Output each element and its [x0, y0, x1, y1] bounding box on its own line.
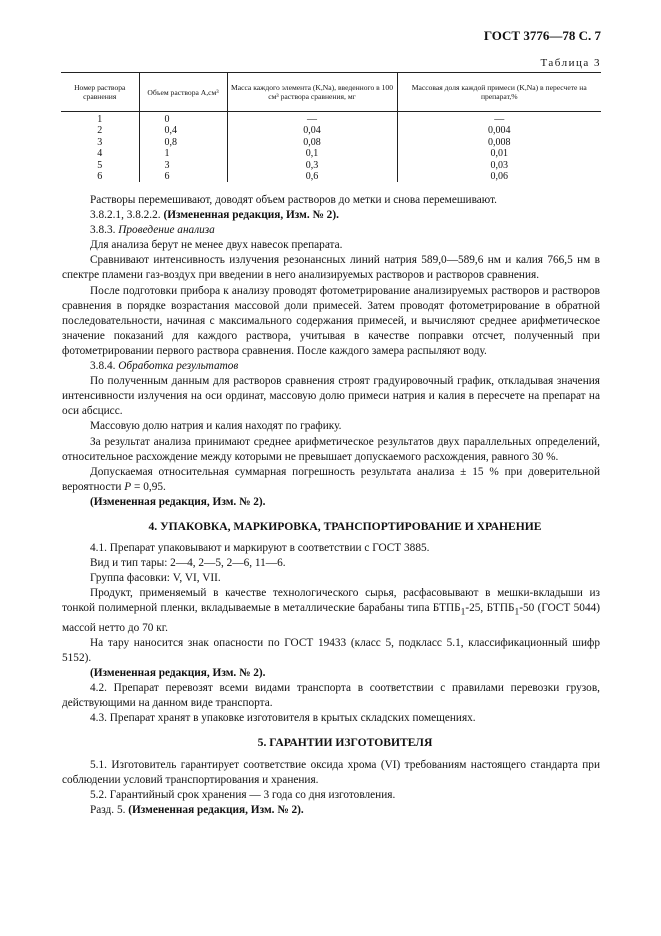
paragraph: Для анализа берут не менее двух навесок препарата.	[90, 239, 343, 252]
paragraph-text: -50 (ГОСТ 5044) массой нетто до 70 кг.	[62, 602, 601, 634]
table-cell: 0,6	[227, 171, 397, 182]
paragraph	[62, 465, 600, 495]
paragraph	[62, 586, 600, 636]
paragraph: Растворы перемешивают, доводят объем растворов до метки и снова перемешивают.	[90, 194, 497, 206]
amendment-note: (Измененная редакция, Изм. № 2).	[90, 667, 266, 680]
paragraph-text: -25, БТПБ	[465, 602, 515, 615]
subscript: 1	[460, 607, 466, 618]
section-4-heading: 4. УПАКОВКА, МАРКИРОВКА, ТРАНСПОРТИРОВАНИЕ И ХРАНЕНИЕ	[148, 519, 542, 533]
table-row	[61, 137, 601, 148]
table-cell: 0,4	[139, 125, 227, 136]
table-row	[61, 171, 601, 182]
table-cell: 1	[97, 114, 103, 125]
amendment-note: (Измененная редакция, Изм. № 2).	[128, 803, 304, 816]
body-text	[62, 193, 601, 818]
amendment-note: (Измененная редакция, Изм. № 2).	[90, 495, 266, 508]
paragraph: 5.1. Изготовитель гарантирует соответствие оксида хрома (VI) требованиям настоящего стандарта при соблюдении условий транспортирования и хранения.	[62, 758, 600, 786]
paragraph-text: = 0,95.	[131, 480, 166, 493]
variable-p: P	[124, 480, 132, 493]
reference-solutions-table	[61, 72, 601, 182]
table-cell: 0,04	[227, 125, 397, 136]
subscript: 1	[514, 607, 520, 618]
table-cell: 6	[97, 171, 103, 183]
table-cell: 4	[97, 148, 103, 160]
table-cell: 1	[139, 148, 227, 159]
table-caption: Таблица 3	[540, 57, 601, 69]
paragraph: По полученным данным для растворов сравнения строят градуировочный график, откладывая значения интенсивности излучения на оси ординат, массовую долю примеси натрия и калия в пересчете на препарат на оси абсцисс.	[62, 375, 600, 418]
clause-number: 3.8.4.	[90, 360, 119, 373]
table-header-cell: Масса каждого элемента (K,Na), введенного в 100 см³ раствора сравнения, мг	[227, 73, 397, 112]
paragraph: Сравнивают интенсивность излучения резонансных линий натрия 589,0—589,6 нм и калия 766,5 нм в спектре пламени газ-воздух при введении в него анализируемых растворов и растворов сравнения.	[62, 254, 600, 282]
table-header-cell: Массовая доля каждой примеси (K,Na) в пересчете на препарат,%	[397, 73, 601, 112]
table-row	[61, 148, 601, 159]
clause-number: 3.8.3.	[90, 224, 119, 237]
section-5-heading: 5. ГАРАНТИИ ИЗГОТОВИТЕЛЯ	[257, 736, 433, 750]
paragraph	[90, 208, 600, 223]
subsection-heading	[90, 223, 600, 238]
subsection-title: Обработка результатов	[118, 360, 239, 373]
table-header-cell: Объем раствора А,см³	[139, 73, 227, 112]
table-header-row	[61, 73, 601, 112]
paragraph: 4.3. Препарат хранят в упаковке изготовителя в крытых складских помещениях.	[90, 712, 476, 725]
table-cell: 0,06	[397, 171, 601, 182]
table-cell: 0,3	[227, 160, 397, 171]
table-cell: 0,03	[397, 160, 601, 171]
amendment-note: (Измененная редакция, Изм. № 2).	[163, 209, 339, 222]
subsection-heading	[90, 359, 600, 374]
paragraph: 4.2. Препарат перевозят всеми видами транспорта в соответствии с правилами перевозки грузов, действующими на данном виде транспорта.	[62, 682, 600, 710]
paragraph: После подготовки прибора к анализу проводят фотометрирование анализируемых растворов и растворов сравнения в порядке возрастания массовой доли примесей. Затем проводят фотометрирование в обратной последовательности, начиная с максимального содержания примесей, и вычисляют среднее арифметическое значение показаний для каждого раствора, учитывая в качестве поправки отсчет, полученный при фотометрировании первого раствора сравнения. После каждого замера распыляют воду.	[62, 284, 600, 357]
table-cell: 0,004	[397, 125, 601, 136]
table-cell: 0,08	[227, 137, 397, 148]
table-cell: 3	[139, 160, 227, 171]
table-cell: 6	[139, 171, 227, 182]
clause-number: 3.8.2.1, 3.8.2.2.	[90, 209, 164, 222]
table-row	[61, 125, 601, 136]
subsection-title: Проведение анализа	[118, 224, 215, 237]
table-cell: —	[227, 112, 397, 126]
paragraph: 5.2. Гарантийный срок хранения — 3 года со дня изготовления.	[90, 788, 396, 801]
table-cell: 0,01	[397, 148, 601, 159]
table-row	[61, 112, 601, 126]
table-cell: 5	[97, 159, 103, 171]
clause-number: Разд. 5.	[90, 803, 129, 816]
paragraph: Массовую долю натрия и калия находят по графику.	[90, 420, 342, 433]
paragraph-text: Продукт, применяемый в качестве технологического сырья, расфасовывают в мешки-вкладыши из тонкой полимерной пленки, вкладываемые в металлические барабаны типа БТПБ	[62, 587, 600, 615]
table-cell: 0,8	[139, 137, 227, 148]
page-header: ГОСТ 3776—78 С. 7	[483, 28, 601, 43]
table-cell: —	[397, 112, 601, 126]
table-cell: 0,008	[397, 137, 601, 148]
paragraph: На тару наносится знак опасности по ГОСТ 19433 (класс 5, подкласс 5.1, классификационный шифр 5152).	[62, 636, 600, 664]
table-row	[61, 160, 601, 171]
table-cell: 3	[97, 136, 103, 148]
table-cell: 0	[139, 112, 227, 126]
paragraph-text: Допускаемая относительная суммарная погрешность результата анализа ± 15 % при доверительной вероятности	[62, 465, 600, 493]
table-cell: 2	[97, 125, 103, 137]
paragraph	[90, 803, 600, 818]
paragraph: 4.1. Препарат упаковывают и маркируют в соответствии с ГОСТ 3885.	[90, 542, 430, 555]
paragraph: Вид и тип тары: 2—4, 2—5, 2—6, 11—6.	[90, 557, 286, 570]
table-header-cell: Номер раствора сравнения	[61, 73, 139, 112]
table-cell: 0,1	[227, 148, 397, 159]
paragraph: За результат анализа принимают среднее арифметическое результатов двух параллельных определений, относительное расхождение между которыми не превышает допускаемого расхождения, равного 30 %.	[62, 435, 600, 463]
paragraph: Группа фасовки: V, VI, VII.	[90, 572, 221, 585]
